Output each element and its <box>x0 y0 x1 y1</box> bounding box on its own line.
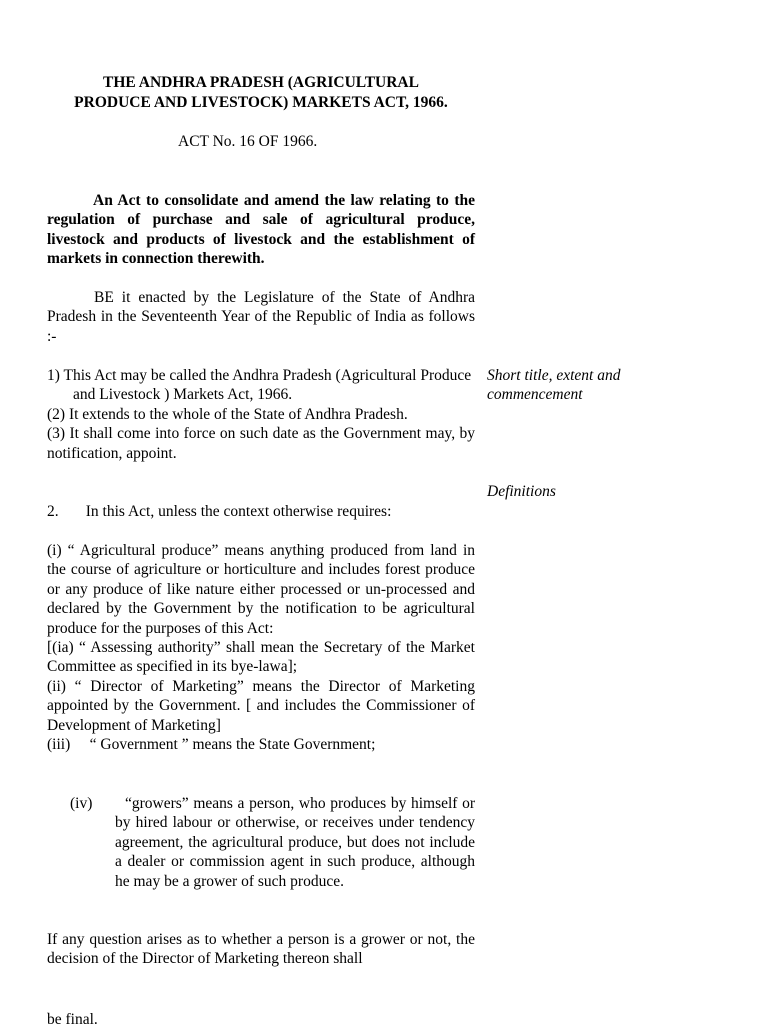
section-1 <box>47 366 475 463</box>
preamble: An Act to consolidate and amend the law relating to the regulation of purchase and sale of agricultural produce, livestock and products of livestock and the establishment of markets in connection therewith. <box>47 192 475 268</box>
grower-question-clause: If any question arises as to whether a person is a grower or not, the decision of the Director of Marketing thereon shall <box>47 931 475 968</box>
section-1-clause-3: (3) It shall come into force on such date as the Government may, by notification, appoint. <box>47 425 475 462</box>
definition-i: (i) “ Agricultural produce” means anything produced from land in the course of agriculture or horticulture and includes forest produce or any produce of like nature either processed or un-processed and declared by the Government by the notification to be agricultural produce for the purposes of this Act: <box>47 542 475 637</box>
section-1-clause-2: (2) It extends to the whole of the State of Andhra Pradesh. <box>47 405 408 423</box>
section-1-clause-1: 1) This Act may be called the Andhra Pradesh (Agricultural Produce and Livestock ) Markets Act, 1966. <box>47 367 472 404</box>
definitions-block <box>47 541 475 754</box>
definition-iv: “growers” means a person, who produces by himself or by hired labour or otherwise, or receives under tendency agreement, the agricultural produce, but does not include a dealer or commission agent in such produce, although he may be a grower of such produce. <box>115 795 475 890</box>
grower-question-end: be final. <box>47 1011 98 1028</box>
act-number: ACT No. 16 OF 1966. <box>178 133 318 150</box>
act-title-line-2: PRODUCE AND LIVESTOCK) MARKETS ACT, 1966. <box>74 94 448 111</box>
section-2-intro: 2. In this Act, unless the context otherwise requires: <box>47 503 392 520</box>
definition-iv-label: (iv) <box>70 795 93 812</box>
definition-iii: (iii) “ Government ” means the State Government; <box>47 736 376 754</box>
margin-note-short-title: Short title, extent and commencement <box>487 367 621 404</box>
act-title-line-1: THE ANDHRA PRADESH (AGRICULTURAL <box>103 74 419 91</box>
definition-ii: (ii) “ Director of Marketing” means the Director of Marketing appointed by the Government. [ and includes the Commissioner of Development of Marketing] <box>47 677 475 734</box>
enactment-clause: BE it enacted by the Legislature of the State of Andhra Pradesh in the Seventeenth Year of the Republic of India as follows :- <box>47 289 475 345</box>
act-title <box>47 73 475 113</box>
margin-note-definitions: Definitions <box>487 483 556 500</box>
definition-ia: [(ia) “ Assessing authority” shall mean the Secretary of the Market Committee as specified in its bye-lawa]; <box>47 639 475 676</box>
